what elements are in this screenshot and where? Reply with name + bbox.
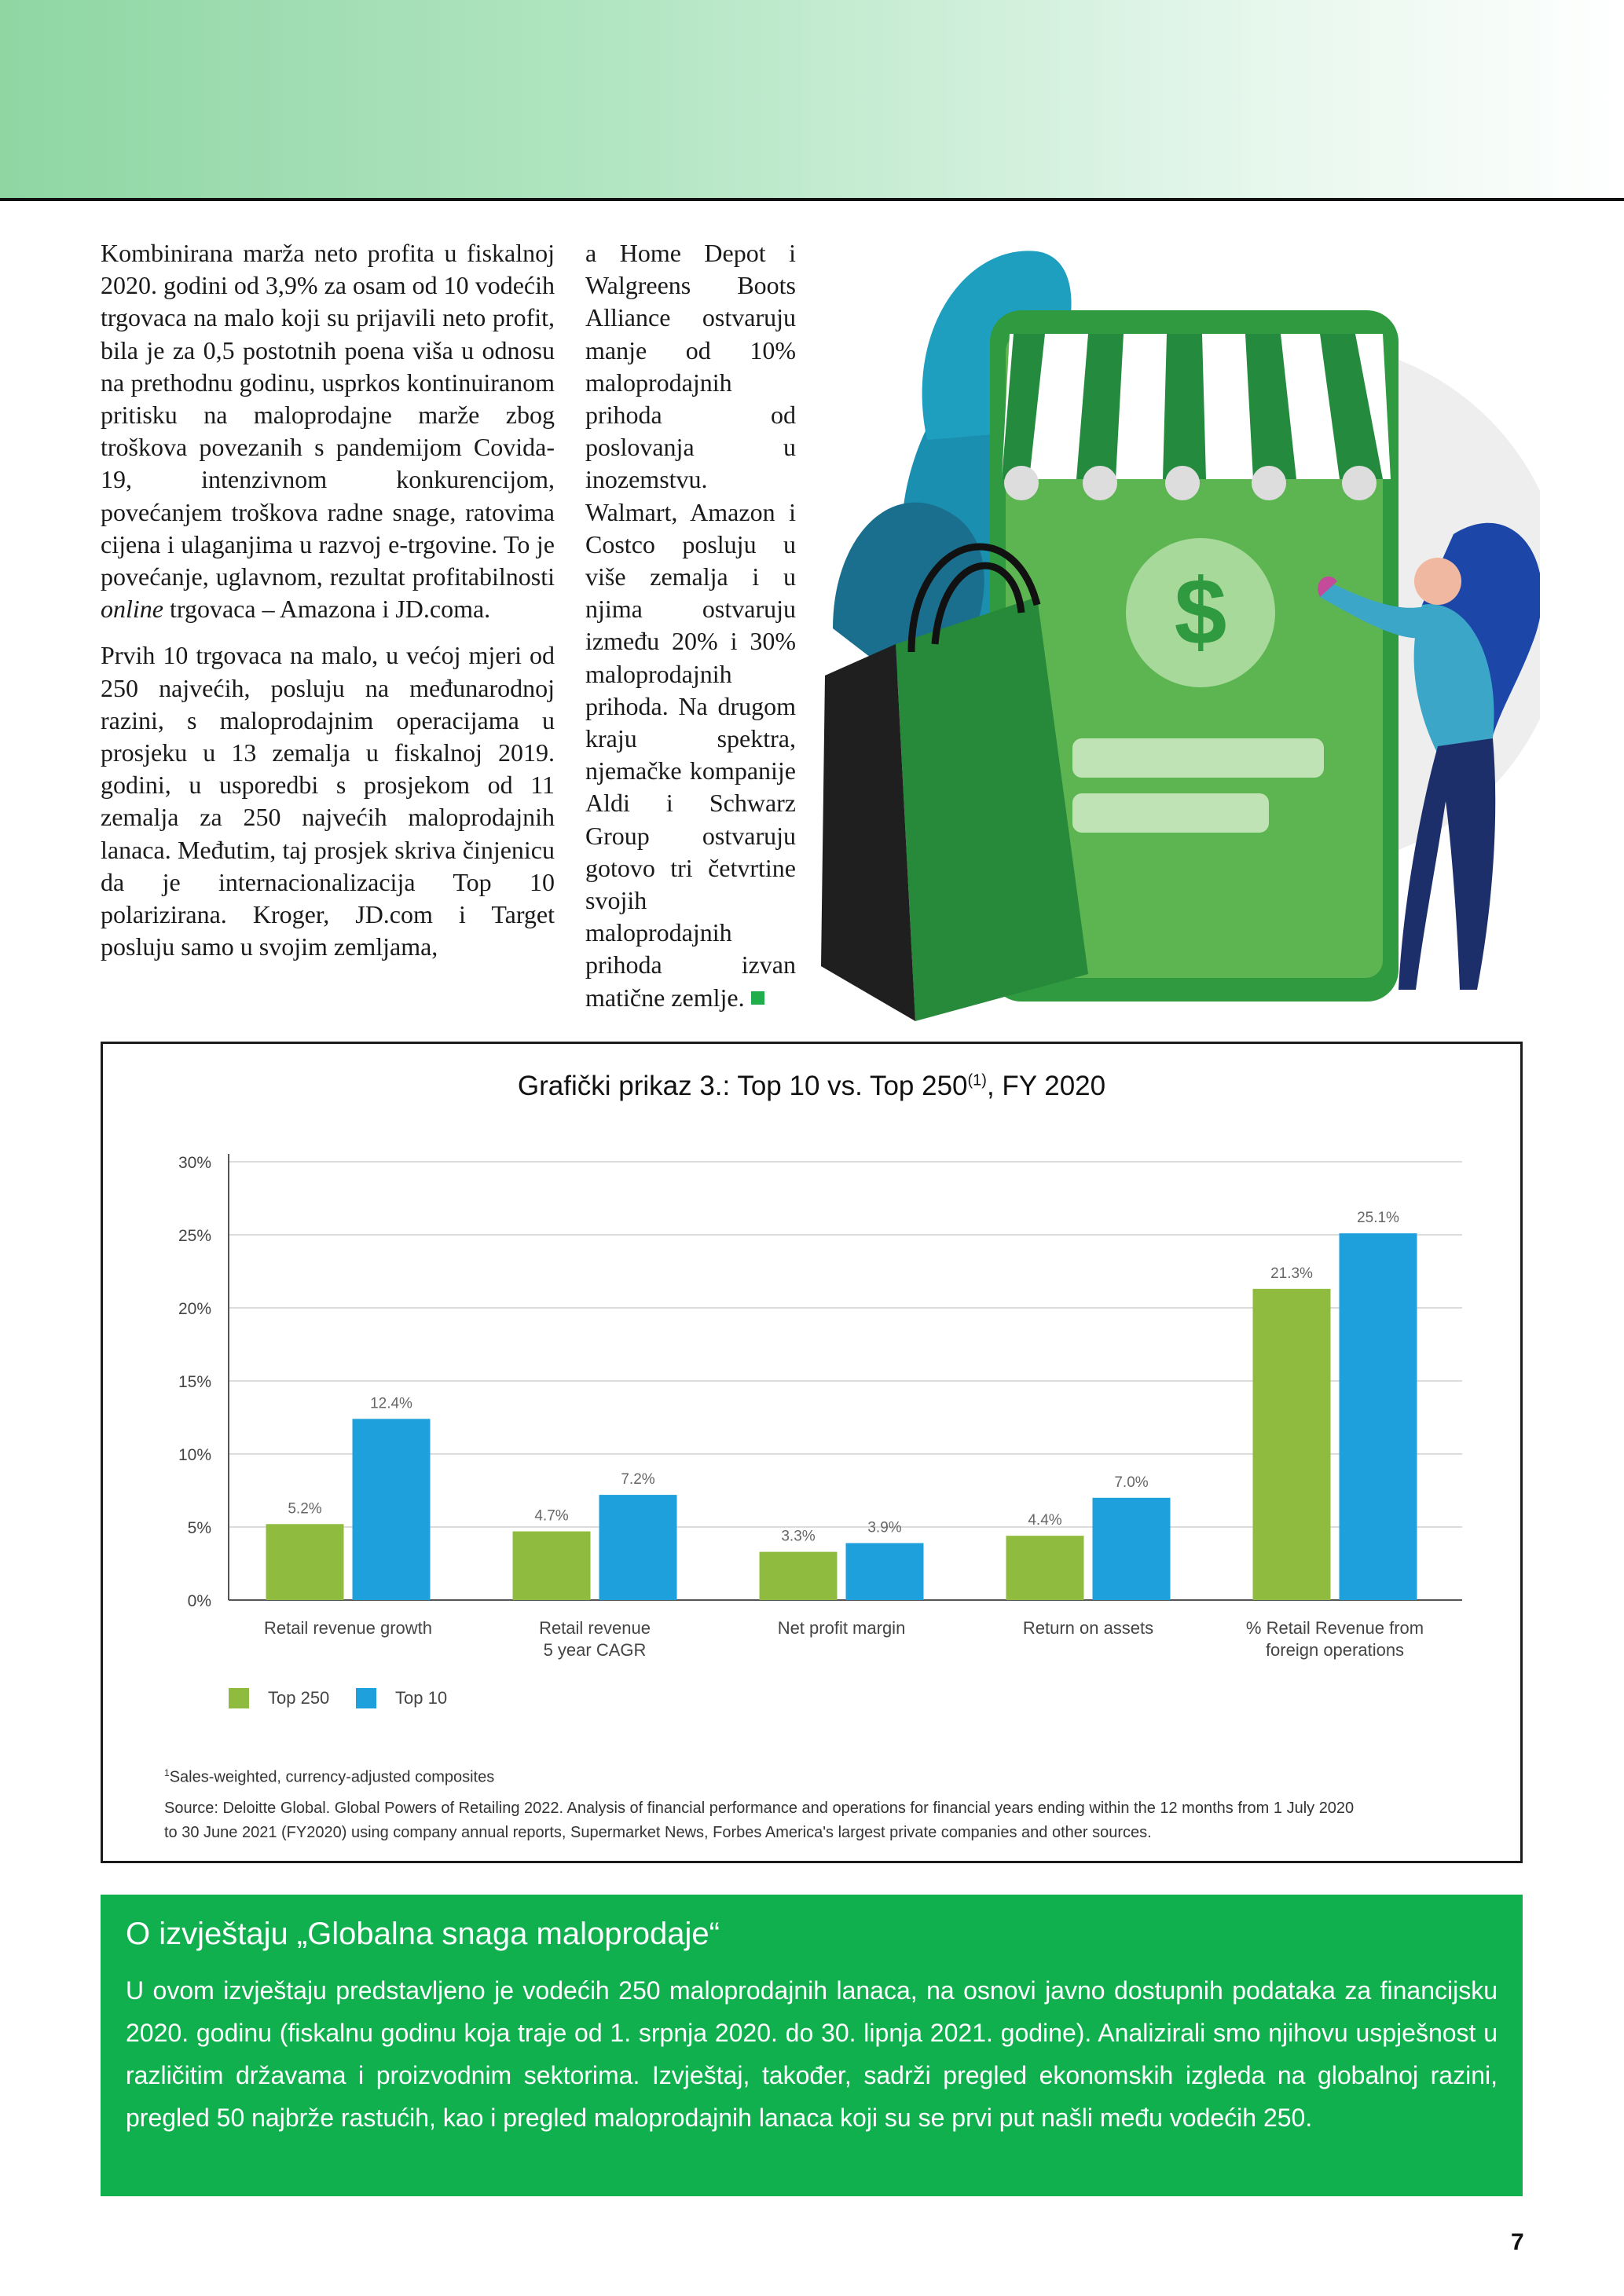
awning: [1002, 334, 1391, 500]
bar: [513, 1532, 591, 1600]
footnote-text: Sales-weighted, currency-adjusted composites: [169, 1768, 495, 1786]
screen-bar-2: [1072, 793, 1269, 833]
bar-value-label: 21.3%: [1270, 1265, 1313, 1282]
y-tick-label: 30%: [178, 1154, 211, 1172]
bar: [1340, 1233, 1417, 1600]
chart-title-sup: (1): [967, 1071, 987, 1089]
y-tick-label: 10%: [178, 1446, 211, 1464]
screen-bar-1: [1072, 738, 1324, 778]
chart-footnote: [164, 1761, 494, 1790]
source-line-1: Source: Deloitte Global. Global Powers of Retailing 2022. Analysis of financial performance and operations for financial years ending within the 12 months from 1 July 2020: [164, 1800, 1355, 1817]
y-tick-label: 5%: [187, 1519, 211, 1537]
article-column-2: [585, 237, 796, 1014]
source-line-2: to 30 June 2021 (FY2020) using company annual reports, Supermarket News, Forbes America's largest private companies and other sources.: [164, 1824, 1152, 1841]
bar-value-label: 12.4%: [370, 1395, 412, 1412]
page-number: 7: [1511, 2229, 1524, 2255]
y-tick-label: 20%: [178, 1300, 211, 1318]
bar-value-label: 7.2%: [621, 1471, 655, 1489]
chart-source: [164, 1796, 1354, 1845]
chart-title-text: Grafički prikaz 3.: Top 10 vs. Top 250: [517, 1071, 968, 1101]
bar-value-label: 3.3%: [781, 1528, 816, 1545]
article-paragraph-1: [101, 237, 555, 625]
header-rule: [0, 198, 1624, 201]
y-tick-label: 25%: [178, 1227, 211, 1245]
x-category-label: Return on assets: [1022, 1618, 1154, 1638]
about-body: U ovom izvještaju predstavljeno je vodećih 250 maloprodajnih lanaca, na osnovi javno dostupnih podataka za financijsku 2020. godinu (fiskalnu godinu koja traje od 1. srpnja 2020. do 30. lipnja 2021. godine). Analizirali smo njihovu uspješnost u različitim državama i proizvodnim sektorima. Izvještaj, također, sadrži pregled ekonomskih izgleda na globalnoj razini, pregled 50 najbrže rastućih, kao i pregled maloprodajnih lanaca koji su se prvi put našli među vodećih 250.: [126, 1976, 1498, 2132]
x-category-label: % Retail Revenue from: [1245, 1618, 1424, 1638]
bar-value-label: 4.7%: [534, 1507, 569, 1525]
y-tick-label: 15%: [178, 1373, 211, 1391]
bar: [1093, 1498, 1171, 1600]
x-category-label: Retail revenue: [539, 1618, 651, 1638]
x-category-label: foreign operations: [1265, 1640, 1405, 1660]
bar: [846, 1543, 924, 1600]
bar-value-label: 5.2%: [288, 1500, 322, 1518]
legend-swatch-top250: [229, 1688, 249, 1708]
x-category-label: Net profit margin: [777, 1618, 906, 1638]
article-paragraph-2: Prvih 10 trgovaca na malo, u većoj mjeri od 250 najvećih, posluju na međunarodnoj razini, s maloprodajnim operacijama u prosjeku u 13 zemalja u fiskalnoj 2019. godini, u usporedbi s prosjekom od 11 zemalja za 250 najvećih maloprodajnih lanaca. Međutim, taj prosjek skriva činjenicu da je internacionalizacija Top 10 polarizirana. Kroger, JD.com i Target posluju samo u svojim zemljama,: [101, 641, 555, 961]
dollar-sign: $: [1174, 559, 1227, 665]
chart-container: [101, 1042, 1523, 1863]
article-paragraph-3: [585, 237, 796, 1014]
bar: [353, 1419, 431, 1600]
footnote-mark: 1: [164, 1767, 170, 1778]
legend-label-top250: Top 250: [268, 1688, 330, 1708]
bar-value-label: 25.1%: [1357, 1210, 1399, 1227]
bar: [1253, 1289, 1331, 1600]
chart-title-suffix: , FY 2020: [986, 1071, 1106, 1101]
legend-item-top10: [356, 1688, 447, 1708]
paragraph-1-text: Kombinirana marža neto profita u fiskalnoj 2020. godini od 3,9% za osam od 10 vodećih trgovaca na malo koji su prijavili neto profit, bila je za 0,5 postotnih poena viša u odnosu na prethodnu godinu, usprkos kontinuiranom pritisku na maloprodajne marže zbog troškova povezanih s pandemijom Covida-19, intenzivnom konkurencijom, povećanjem troškova radne snage, ratovima cijena i ulaganjima u razvoj e-trgovine. To je povećanje, uglavnom, rezultat profitabilnosti: [101, 239, 555, 591]
about-title: O izvještaju „Globalna snaga maloprodaje“: [126, 1917, 720, 1951]
article-column-1: [101, 237, 555, 977]
bar-value-label: 3.9%: [867, 1519, 902, 1536]
bar: [266, 1524, 344, 1600]
paragraph-1-text-end: trgovaca – Amazona i JD.coma.: [169, 595, 491, 624]
end-of-article-mark: [751, 991, 764, 1005]
paragraph-1-emphasis: online: [101, 595, 163, 624]
bar-value-label: 7.0%: [1114, 1474, 1149, 1491]
legend-item-top250: [229, 1688, 329, 1708]
bar: [599, 1495, 677, 1600]
bar-chart: [103, 1044, 1520, 1672]
x-category-label: Retail revenue growth: [263, 1618, 433, 1638]
legend-label-top10: Top 10: [395, 1688, 448, 1708]
header-gradient-band: [0, 0, 1624, 198]
paragraph-3-text: a Home Depot i Walgreens Boots Alliance ostvaruju manje od 10% maloprodajnih prihoda od poslovanja u inozemstvu. Walmart, Amazon i Costco posluju u više zemalja i u njima ostvaruju između 20% i 30% maloprodajnih prihoda. Na drugom kraju spektra, njemačke kompanije Aldi i Schwarz Group ostvaruju gotovo tri četvrtine svojih maloprodajnih prihoda izvan matične zemlje.: [585, 239, 796, 1012]
legend-swatch-top10: [356, 1688, 376, 1708]
bar-value-label: 4.4%: [1028, 1512, 1062, 1529]
x-category-label: 5 year CAGR: [543, 1640, 647, 1660]
about-report-box: [101, 1895, 1523, 2196]
bar: [1006, 1536, 1084, 1600]
y-tick-label: 0%: [187, 1592, 211, 1610]
bar: [760, 1552, 838, 1600]
retail-store-phone-illustration: [778, 236, 1540, 1021]
